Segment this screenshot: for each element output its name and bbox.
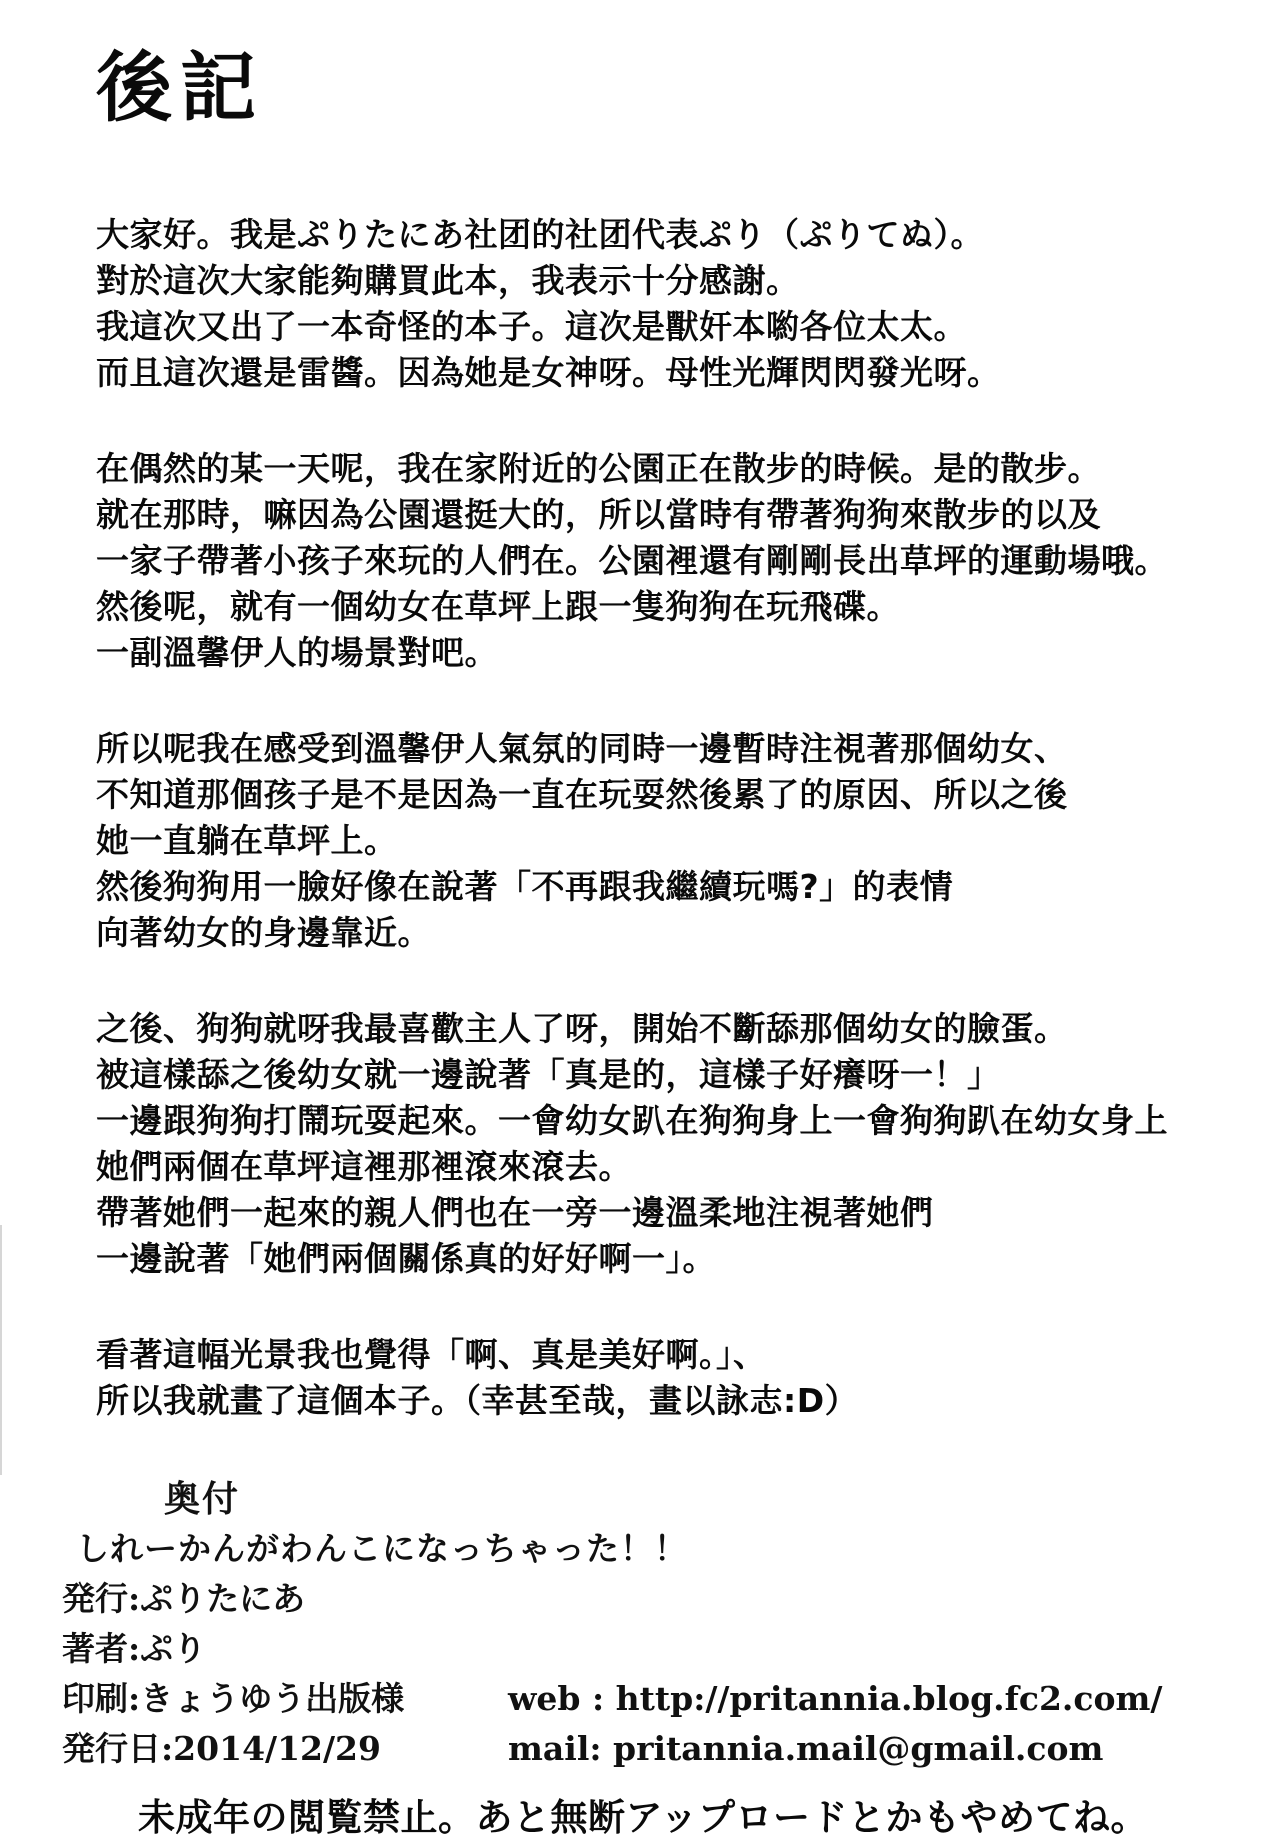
text-line: 被這樣舔之後幼女就一邊說著「真是的，這樣子好癢呀一！」 [96,1055,1001,1094]
text-line: 我這次又出了一本奇怪的本子。這次是獸奸本喲各位太太。 [96,307,967,346]
text-line: 不知道那個孩子是不是因為一直在玩耍然後累了的原因、所以之後 [96,775,1068,814]
text-line: 所以我就畫了這個本子。（幸甚至哉，畫以詠志:D） [96,1381,859,1420]
text-line: 帶著她們一起來的親人們也在一旁一邊溫柔地注視著她們 [96,1193,934,1232]
afterword-body [96,212,1224,1424]
text-line: 一家子帶著小孩子來玩的人們在。公園裡還有剛剛長出草坪的運動場哦。 [96,541,1168,580]
text-line: 她一直躺在草坪上。 [96,821,398,860]
text-line: 就在那時，嘛因為公園還挺大的，所以當時有帶著狗狗來散步的以及 [96,495,1101,534]
text-line: 在偶然的某一天呢，我在家附近的公園正在散步的時候。是的散步。 [96,449,1101,488]
text-line: 一副溫馨伊人的場景對吧。 [96,633,498,672]
website-url: web : http://pritannia.blog.fc2.com/ [508,1679,1163,1718]
text-line: 一邊說著「她們兩個關係真的好好啊一」。 [96,1239,716,1278]
text-line: 向著幼女的身邊靠近。 [96,913,431,952]
text-line: 之後、狗狗就呀我最喜歡主人了呀，開始不斷舔那個幼女的臉蛋。 [96,1009,1068,1048]
text-line: 對於這次大家能夠購買此本，我表示十分感謝。 [96,261,800,300]
book-title: しれーかんがわんこになっちゃった！！ [76,1529,688,1568]
text-line: 然後狗狗用一臉好像在說著「不再跟我繼續玩嗎?」的表情 [96,867,954,906]
afterword-paragraph-playing [96,1006,1224,1282]
text-line: 她們兩個在草坪這裡那裡滾來滾去。 [96,1147,632,1186]
text-line: 看著這幅光景我也覺得「啊、真是美好啊。」、 [96,1335,767,1374]
colophon-heading: 奥付 [164,1478,241,1520]
printer-web-row [62,1674,1224,1724]
colophon-section [62,1474,1224,1774]
afterword-paragraph-park-scene [96,446,1224,676]
text-line: 大家好。我是ぷりたにあ社团的社团代表ぷり（ぷりてぬ）。 [96,215,984,254]
publisher-line: 発行:ぷりたにあ [62,1579,306,1618]
text-line: 所以呢我在感受到溫馨伊人氣氛的同時一邊暫時注視著那個幼女、 [96,729,1068,768]
publish-date-line: 発行日:2014/12/29 [62,1729,381,1768]
author-line: 著者:ぷり [62,1629,207,1668]
afterword-paragraph-girl-and-dog [96,726,1224,956]
printer-line: 印刷:きょうゆう出版様 [62,1679,405,1718]
mail-address: mail: pritannia.mail@gmail.com [508,1729,1104,1768]
page-title: 後記 [96,43,264,132]
afterword-paragraph-greeting [96,212,1224,396]
afterword-paragraph-conclusion [96,1332,1224,1424]
date-mail-row [62,1724,1224,1774]
text-line: 然後呢，就有一個幼女在草坪上跟一隻狗狗在玩飛碟。 [96,587,900,626]
age-restriction-notice: 未成年の閲覧禁止。あと無断アップロードとかもやめてね。 [138,1795,1148,1839]
scan-edge-artifact [0,1225,2,1475]
text-line: 一邊跟狗狗打鬧玩耍起來。一會幼女趴在狗狗身上一會狗狗趴在幼女身上 [96,1101,1168,1140]
text-line: 而且這次還是雷醬。因為她是女神呀。母性光輝閃閃發光呀。 [96,353,1001,392]
